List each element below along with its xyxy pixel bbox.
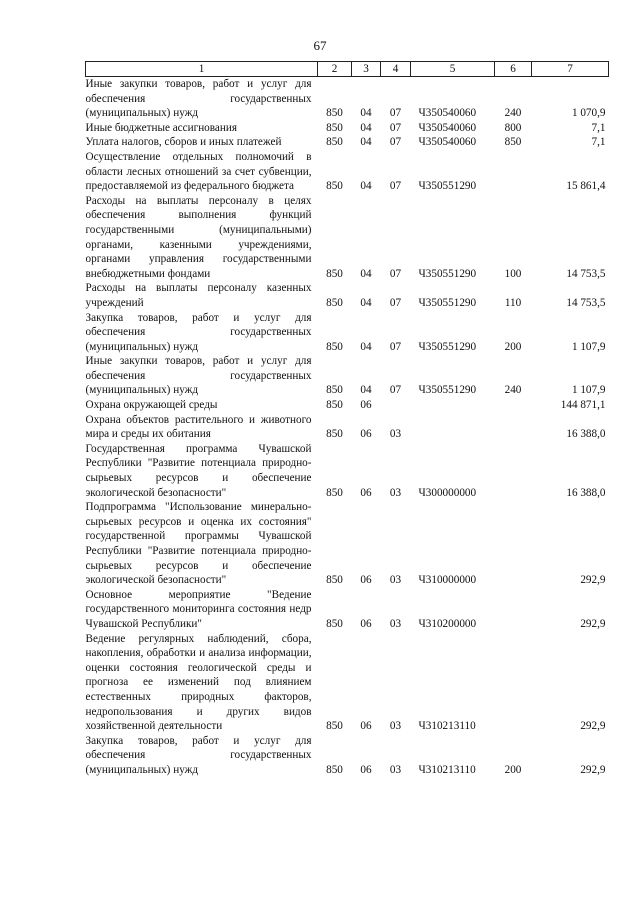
table-row	[86, 632, 609, 734]
row-ministry-code: 850	[326, 384, 343, 397]
row-subsection-code: 03	[389, 574, 402, 587]
row-description: Охрана окружающей среды	[85, 399, 218, 412]
table-row	[86, 135, 609, 150]
row-subsection-code: 03	[389, 720, 402, 733]
header-col-4: 4	[381, 62, 411, 77]
row-target-article: Ч310213110	[418, 763, 476, 776]
table-row	[86, 77, 609, 121]
table-row	[86, 734, 609, 778]
row-ministry-code: 850	[326, 107, 343, 120]
row-section-code: 06	[360, 486, 372, 499]
row-ministry-code: 850	[326, 486, 343, 499]
header-col-3: 3	[352, 62, 381, 77]
row-section-code: 06	[360, 428, 372, 441]
row-section-code: 06	[360, 617, 372, 630]
row-ministry-code: 850	[326, 180, 343, 193]
row-subsection-code: 07	[389, 296, 402, 309]
row-section-code: 06	[360, 720, 372, 733]
row-ministry-code: 850	[326, 267, 343, 280]
row-target-article	[411, 398, 495, 413]
table-row	[86, 442, 609, 500]
header-col-1: 1	[86, 62, 318, 77]
table-row	[86, 194, 609, 282]
row-expense-type	[495, 398, 532, 413]
row-description: Закупка товаров, работ и услуг для обеспечения государственных (муниципальных) нужд	[85, 311, 312, 353]
row-subsection-code: 07	[389, 107, 402, 120]
row-subsection-code: 07	[389, 340, 402, 353]
row-section-code: 06	[360, 574, 372, 587]
row-expense-type	[495, 413, 532, 442]
header-row	[86, 62, 609, 77]
row-amount: 292,9	[580, 720, 606, 733]
row-subsection-code	[381, 398, 411, 413]
row-description: Осуществление отдельных полномочий в области лесных отношений за счет субвенции, предоставляемой из федерального бюджета	[85, 150, 312, 193]
row-expense-type: 100	[504, 267, 522, 280]
row-section-code: 04	[360, 136, 372, 149]
row-subsection-code: 07	[389, 180, 402, 193]
table-row	[86, 150, 609, 194]
row-description: Закупка товаров, работ и услуг для обеспечения государственных (муниципальных) нужд	[85, 734, 312, 776]
row-expense-type: 240	[504, 107, 522, 120]
table-row	[86, 398, 609, 413]
row-description: Иные закупки товаров, работ и услуг для обеспечения государственных (муниципальных) нужд	[85, 78, 312, 120]
row-expense-type: 110	[504, 296, 522, 309]
row-description: Расходы на выплаты персоналу казенных учреждений	[85, 282, 312, 309]
row-amount: 14 753,5	[566, 296, 606, 309]
table-row	[86, 281, 609, 310]
row-section-code: 04	[360, 180, 372, 193]
row-ministry-code: 850	[326, 121, 343, 134]
row-section-code: 06	[360, 399, 372, 412]
row-target-article: Ч350551290	[418, 267, 477, 280]
row-description: Подпрограмма "Использование минерально-сырьевых ресурсов и оценка их состояния" государственной программы Чувашской Республики "Развитие потенциала природно-сырьевых ресурсов и обеспечение экологической безопасности"	[85, 501, 312, 587]
table-body	[86, 77, 609, 778]
row-subsection-code: 03	[389, 763, 402, 776]
row-expense-type: 200	[504, 763, 522, 776]
row-target-article: Ч310213110	[418, 720, 476, 733]
row-amount: 7,1	[591, 121, 606, 134]
row-amount: 15 861,4	[566, 180, 606, 193]
table-row	[86, 121, 609, 136]
row-expense-type	[495, 500, 532, 588]
row-ministry-code: 850	[326, 296, 343, 309]
table-row	[86, 500, 609, 588]
table-row	[86, 588, 609, 632]
row-description: Иные закупки товаров, работ и услуг для обеспечения государственных (муниципальных) нужд	[85, 355, 312, 397]
row-target-article: Ч350540060	[418, 121, 477, 134]
table-row	[86, 413, 609, 442]
row-subsection-code: 03	[389, 428, 402, 441]
row-description: Расходы на выплаты персоналу в целях обеспечения выполнения функций государственными (муниципальными) органами, казенными учреждениями, органами управления государственными внебюджетными фондами	[85, 194, 312, 280]
row-target-article	[411, 413, 495, 442]
row-target-article: Ч350551290	[418, 180, 477, 193]
row-ministry-code: 850	[326, 574, 343, 587]
header-col-6: 6	[495, 62, 532, 77]
row-amount: 1 107,9	[571, 340, 606, 353]
row-amount: 292,9	[580, 763, 606, 776]
row-amount: 292,9	[580, 617, 606, 630]
row-amount: 16 388,0	[566, 428, 606, 441]
row-ministry-code: 850	[326, 617, 343, 630]
row-description: Ведение регулярных наблюдений, сбора, накопления, обработки и анализа информации, оценки состояния геологической среды и прогноза ее изменений под влиянием естественных природных факторов, недропользования и других видов хозяйственной деятельности	[85, 632, 312, 733]
row-subsection-code: 07	[389, 136, 402, 149]
row-section-code: 04	[360, 384, 372, 397]
row-ministry-code: 850	[326, 399, 343, 412]
row-amount: 144 871,1	[560, 399, 606, 412]
row-amount: 7,1	[591, 136, 606, 149]
row-ministry-code: 850	[326, 340, 343, 353]
row-target-article: Ч350540060	[418, 136, 477, 149]
row-expense-type	[495, 588, 532, 632]
table-header	[86, 62, 609, 77]
row-expense-type	[495, 632, 532, 734]
row-description: Охрана объектов растительного и животного мира и среды их обитания	[85, 413, 312, 441]
row-description: Государственная программа Чувашской Республики "Развитие потенциала природно-сырьевых ресурсов и обеспечение экологической безопасности"	[85, 442, 312, 499]
row-amount: 1 070,9	[571, 107, 606, 120]
row-target-article: Ч300000000	[418, 486, 477, 499]
row-target-article: Ч350551290	[418, 384, 477, 397]
row-target-article: Ч350540060	[418, 107, 477, 120]
row-expense-type: 800	[504, 121, 522, 134]
budget-table	[85, 61, 609, 778]
table-row	[86, 311, 609, 355]
row-subsection-code: 07	[389, 267, 402, 280]
row-target-article: Ч310200000	[418, 617, 477, 630]
row-subsection-code: 03	[389, 486, 402, 499]
row-subsection-code: 07	[389, 384, 402, 397]
row-expense-type: 200	[504, 340, 522, 353]
row-description: Иные бюджетные ассигнования	[85, 121, 237, 134]
table-row	[86, 354, 609, 398]
row-expense-type	[495, 150, 532, 194]
header-col-5: 5	[411, 62, 495, 77]
row-amount: 1 107,9	[571, 384, 606, 397]
row-target-article: Ч350551290	[418, 296, 477, 309]
row-section-code: 06	[360, 763, 372, 776]
row-section-code: 04	[360, 107, 372, 120]
row-section-code: 04	[360, 340, 372, 353]
row-target-article: Ч350551290	[418, 340, 477, 353]
page-number: 67	[313, 38, 327, 53]
row-ministry-code: 850	[326, 428, 343, 441]
row-subsection-code: 07	[389, 121, 402, 134]
row-amount: 14 753,5	[566, 267, 606, 280]
row-ministry-code: 850	[326, 136, 343, 149]
row-section-code: 04	[360, 121, 372, 134]
row-ministry-code: 850	[326, 763, 343, 776]
row-amount: 292,9	[580, 574, 606, 587]
row-expense-type: 850	[504, 136, 522, 149]
row-expense-type	[495, 442, 532, 500]
row-target-article: Ч310000000	[418, 574, 477, 587]
row-description: Уплата налогов, сборов и иных платежей	[85, 136, 282, 149]
row-expense-type: 240	[504, 384, 522, 397]
header-col-7: 7	[532, 62, 609, 77]
header-col-2: 2	[318, 62, 352, 77]
row-amount: 16 388,0	[566, 486, 606, 499]
row-ministry-code: 850	[326, 720, 343, 733]
row-subsection-code: 03	[389, 617, 402, 630]
row-section-code: 04	[360, 267, 372, 280]
row-description: Основное мероприятие "Ведение государственного мониторинга состояния недр Чувашской Республики"	[85, 588, 312, 630]
row-section-code: 04	[360, 296, 372, 309]
